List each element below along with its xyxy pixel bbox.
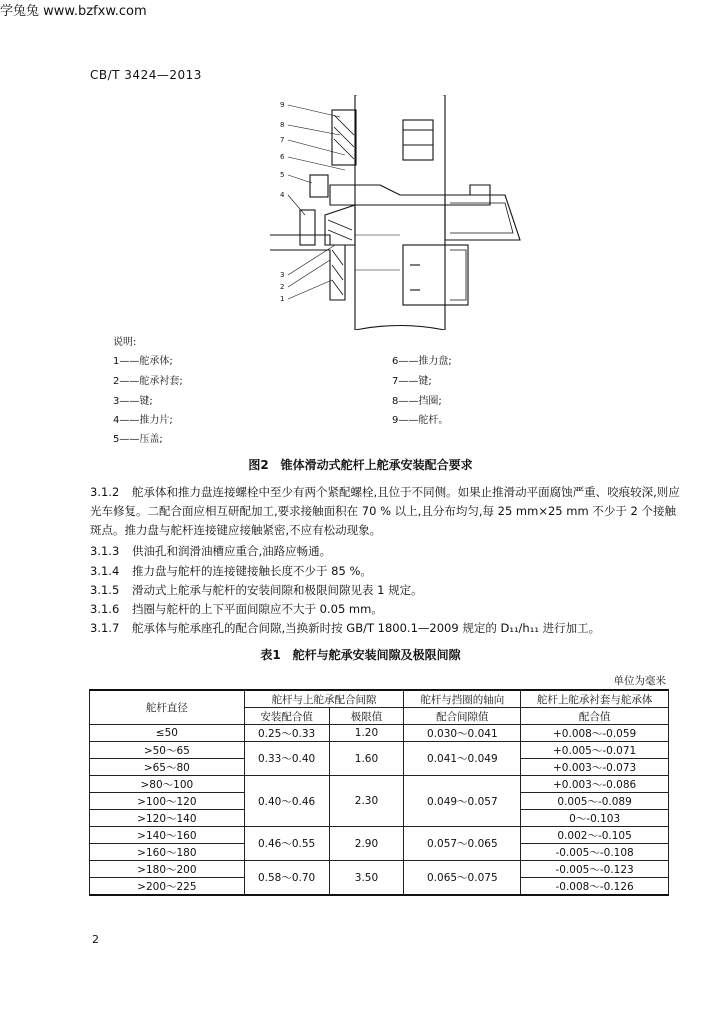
part-label: 2 xyxy=(280,283,285,291)
clause-text: 推力盘与舵杆的连接键接触长度不少于 85 %。 xyxy=(132,564,372,578)
figure-caption: 图2 锥体滑动式舵杆上舵承安装配合要求 xyxy=(248,458,473,472)
header-diameter: 舵杆直径 xyxy=(90,690,245,725)
legend-item: 5——压盖; xyxy=(113,434,163,445)
header-sleeve-1: 舵杆上舵承衬套与舵承体 xyxy=(521,690,669,708)
paragraph-3-1-6 xyxy=(90,600,680,619)
table-cell-sleeve: 0.002～-0.105 xyxy=(521,827,669,844)
table-cell-diameter: >180～200 xyxy=(90,861,245,878)
header-group1: 舵杆与上舵承配合间隙 xyxy=(244,690,404,708)
standard-code: CB/T 3424—2013 xyxy=(90,68,202,82)
table-cell-install: 0.33～0.40 xyxy=(244,742,329,776)
part-label: 8 xyxy=(280,121,285,129)
paragraph-3-1-4 xyxy=(90,562,680,581)
clause-text: 舵承体与舵承座孔的配合间隙,当换新时按 GB/T 1800.1—2009 规定的 D₁₁/h₁₁ 进行加工。 xyxy=(132,621,601,635)
table-cell-diameter: ≤50 xyxy=(90,725,245,742)
legend-title: 说明: xyxy=(113,337,137,348)
part-label: 4 xyxy=(280,191,285,199)
table-cell-diameter: >80～100 xyxy=(90,776,245,793)
table-cell-diameter: >200～225 xyxy=(90,878,245,896)
legend-item: 6——推力盘; xyxy=(392,356,452,367)
paragraph-3-1-5 xyxy=(90,581,680,600)
clause-text: 挡圈与舵杆的上下平面间隙应不大于 0.05 mm。 xyxy=(132,602,383,616)
table-cell-install: 0.40～0.46 xyxy=(244,776,329,827)
table-cell-axial: 0.030～0.041 xyxy=(404,725,521,742)
header-sleeve-2: 配合值 xyxy=(521,708,669,725)
table-cell-limit: 2.90 xyxy=(329,827,404,861)
table-cell-install: 0.46～0.55 xyxy=(244,827,329,861)
table-cell-sleeve: +0.008～-0.059 xyxy=(521,725,669,742)
header-axial-2: 配合间隙值 xyxy=(404,708,521,725)
legend-item: 4——推力片; xyxy=(113,415,173,426)
clearance-table xyxy=(89,689,669,896)
table-cell-sleeve: -0.005～-0.123 xyxy=(521,861,669,878)
clause-number: 3.1.7 xyxy=(90,621,120,635)
table-cell-sleeve: 0.005～-0.089 xyxy=(521,793,669,810)
part-label: 7 xyxy=(280,136,285,144)
table-cell-limit: 1.20 xyxy=(329,725,404,742)
figure-drawing xyxy=(270,95,530,330)
part-label: 6 xyxy=(280,153,285,161)
table-cell-axial: 0.041～0.049 xyxy=(404,742,521,776)
table-cell-install: 0.25～0.33 xyxy=(244,725,329,742)
table-cell-sleeve: +0.003～-0.086 xyxy=(521,776,669,793)
header-install: 安装配合值 xyxy=(244,708,329,725)
paragraph-3-1-7 xyxy=(90,619,680,638)
part-label: 5 xyxy=(280,171,285,179)
legend-item: 2——舵承衬套; xyxy=(113,376,183,387)
table-cell-sleeve: -0.008～-0.126 xyxy=(521,878,669,896)
table-cell-limit: 2.30 xyxy=(329,776,404,827)
legend-item: 9——舵杆。 xyxy=(392,415,449,426)
table-cell-diameter: >100～120 xyxy=(90,793,245,810)
table-cell-install: 0.58～0.70 xyxy=(244,861,329,896)
legend-item: 8——挡圈; xyxy=(392,396,442,407)
table-cell-diameter: >160～180 xyxy=(90,844,245,861)
legend-item: 3——键; xyxy=(113,396,153,407)
table-unit: 单位为毫米 xyxy=(613,675,666,687)
table-cell-limit: 3.50 xyxy=(329,861,404,896)
bolt-block-lower xyxy=(403,245,468,305)
clause-text: 供油孔和润滑油槽应重合,油路应畅通。 xyxy=(132,544,332,558)
table-cell-sleeve: +0.005～-0.071 xyxy=(521,742,669,759)
table-cell-axial: 0.065～0.075 xyxy=(404,861,521,896)
clause-number: 3.1.3 xyxy=(90,544,120,558)
clause-number: 3.1.4 xyxy=(90,564,120,578)
table-cell-sleeve: +0.003～-0.073 xyxy=(521,759,669,776)
bolt-block-upper xyxy=(403,120,433,160)
legend-item: 7——键; xyxy=(392,376,432,387)
table-cell-diameter: >140～160 xyxy=(90,827,245,844)
watermark: 学兔兔 www.bzfxw.com xyxy=(0,4,147,19)
clause-number: 3.1.6 xyxy=(90,602,120,616)
clause-number: 3.1.5 xyxy=(90,583,120,597)
header-limit: 极限值 xyxy=(329,708,404,725)
table-caption: 表1 舵杆与舵承安装间隙及极限间隙 xyxy=(260,648,461,662)
table-cell-diameter: >50～65 xyxy=(90,742,245,759)
table-cell-diameter: >65～80 xyxy=(90,759,245,776)
table-cell-diameter: >120～140 xyxy=(90,810,245,827)
table-cell-limit: 1.60 xyxy=(329,742,404,776)
page-number: 2 xyxy=(92,933,99,946)
part-label: 1 xyxy=(280,295,285,303)
paragraph-3-1-3 xyxy=(90,542,680,561)
paragraph-3-1-2 xyxy=(90,483,680,540)
clause-text: 舵承体和推力盘连接螺栓中至少有两个紧配螺栓,且位于不同侧。如果止推滑动平面腐蚀严重、咬痕较深,则应光车修复。二配合面应相互研配加工,要求接触面积在 70 % 以上,且分布均匀,每 25 mm×25 mm 不少于 2 个接触斑点。推力盘与舵杆连接键应接触紧密,不应有松动现象。 xyxy=(90,485,680,537)
table-cell-axial: 0.049～0.057 xyxy=(404,776,521,827)
clause-number: 3.1.2 xyxy=(90,485,120,499)
part-label: 3 xyxy=(280,271,285,279)
legend-item: 1——舵承体; xyxy=(113,356,173,367)
table-cell-axial: 0.057～0.065 xyxy=(404,827,521,861)
clause-text: 滑动式上舵承与舵杆的安装间隙和极限间隙见表 1 规定。 xyxy=(132,583,423,597)
table-cell-sleeve: -0.005～-0.108 xyxy=(521,844,669,861)
part-label: 9 xyxy=(280,101,285,109)
table-cell-sleeve: 0～-0.103 xyxy=(521,810,669,827)
header-axial-1: 舵杆与挡圈的轴向 xyxy=(404,690,521,708)
